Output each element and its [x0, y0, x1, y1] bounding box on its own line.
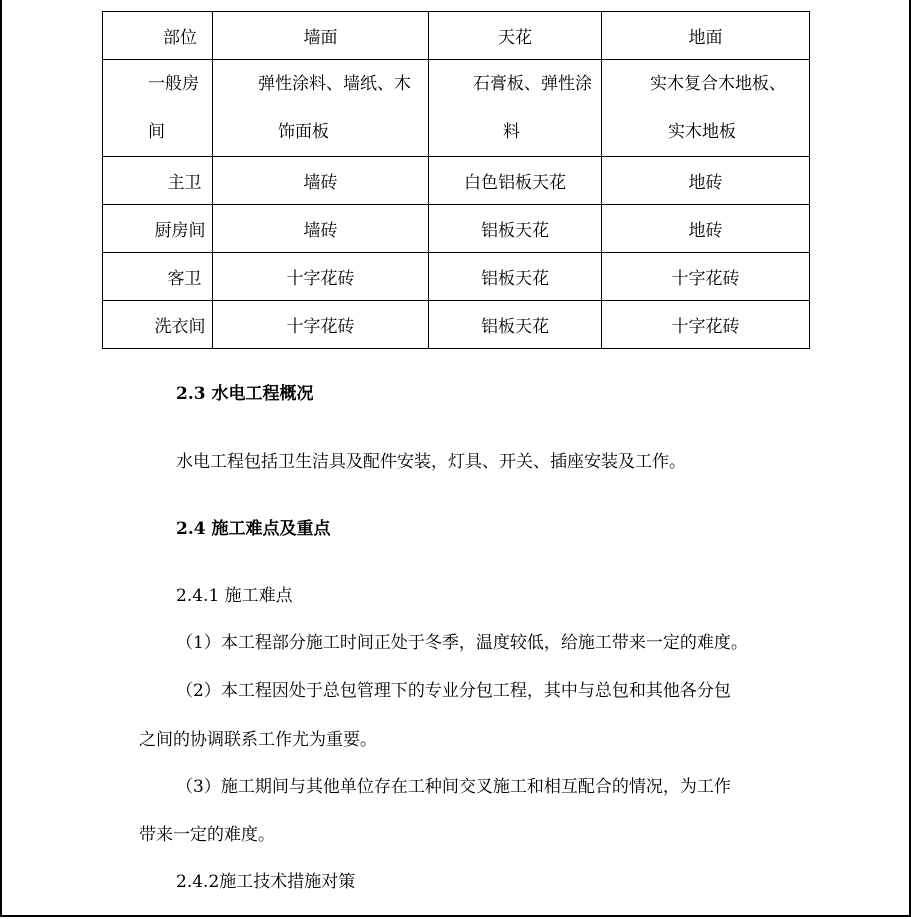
- section-heading-2-3: 2.3 水电工程概况: [176, 384, 314, 404]
- paragraph-item-2-line-2: 之间的协调联系工作尤为重要。: [139, 730, 377, 750]
- floor-line: 实木复合木地板、: [650, 74, 786, 94]
- room-cell: 客卫: [103, 253, 213, 301]
- wall-line: 饰面板: [278, 122, 329, 142]
- header-wall: 墙面: [213, 12, 429, 60]
- table-row: [103, 60, 810, 157]
- table-row: [103, 205, 810, 253]
- finish-schedule-table: [102, 11, 810, 349]
- ceiling-cell: 铝板天花: [429, 301, 602, 349]
- table-row: [103, 157, 810, 205]
- ceiling-cell: 铝板天花: [429, 205, 602, 253]
- paragraph-item-1: （1）本工程部分施工时间正处于冬季，温度较低，给施工带来一定的难度。: [176, 633, 748, 653]
- floor-cell: 十字花砖: [602, 253, 810, 301]
- floor-line: 实木地板: [668, 122, 736, 142]
- room-cell: [103, 60, 213, 157]
- paragraph-2-3-body: 水电工程包括卫生洁具及配件安装，灯具、开关、插座安装及工作。: [176, 452, 686, 472]
- wall-cell: 墙砖: [213, 157, 429, 205]
- paragraph-item-3-line-1: （3）施工期间与其他单位存在工种间交叉施工和相互配合的情况，为工作: [176, 777, 731, 797]
- ceiling-cell: 白色铝板天花: [429, 157, 602, 205]
- ceiling-line: 料: [503, 122, 520, 142]
- table-row: [103, 253, 810, 301]
- header-location: 部位: [103, 12, 213, 60]
- ceiling-cell: [429, 60, 602, 157]
- room-line: 间: [148, 122, 165, 142]
- table-header-row: [103, 12, 810, 60]
- subheading-2-4-1: 2.4.1 施工难点: [176, 586, 293, 606]
- paragraph-item-3-line-2: 带来一定的难度。: [139, 825, 275, 845]
- section-heading-2-4: 2.4 施工难点及重点: [176, 519, 331, 539]
- room-line: 一般房: [148, 74, 199, 94]
- wall-cell: 墙砖: [213, 205, 429, 253]
- room-cell: 洗衣间: [103, 301, 213, 349]
- floor-cell: 地砖: [602, 205, 810, 253]
- room-cell: 厨房间: [103, 205, 213, 253]
- header-ceiling: 天花: [429, 12, 602, 60]
- ceiling-cell: 铝板天花: [429, 253, 602, 301]
- room-cell: 主卫: [103, 157, 213, 205]
- floor-cell: 地砖: [602, 157, 810, 205]
- subheading-2-4-2: 2.4.2施工技术措施对策: [176, 872, 356, 892]
- header-floor: 地面: [602, 12, 810, 60]
- table-row: [103, 301, 810, 349]
- ceiling-line: 石膏板、弹性涂: [473, 74, 592, 94]
- floor-cell: [602, 60, 810, 157]
- wall-cell: 十字花砖: [213, 253, 429, 301]
- floor-cell: 十字花砖: [602, 301, 810, 349]
- paragraph-item-2-line-1: （2）本工程因处于总包管理下的专业分包工程，其中与总包和其他各分包: [176, 681, 731, 701]
- wall-cell: 十字花砖: [213, 301, 429, 349]
- wall-line: 弹性涂料、墙纸、木: [258, 74, 411, 94]
- wall-cell: [213, 60, 429, 157]
